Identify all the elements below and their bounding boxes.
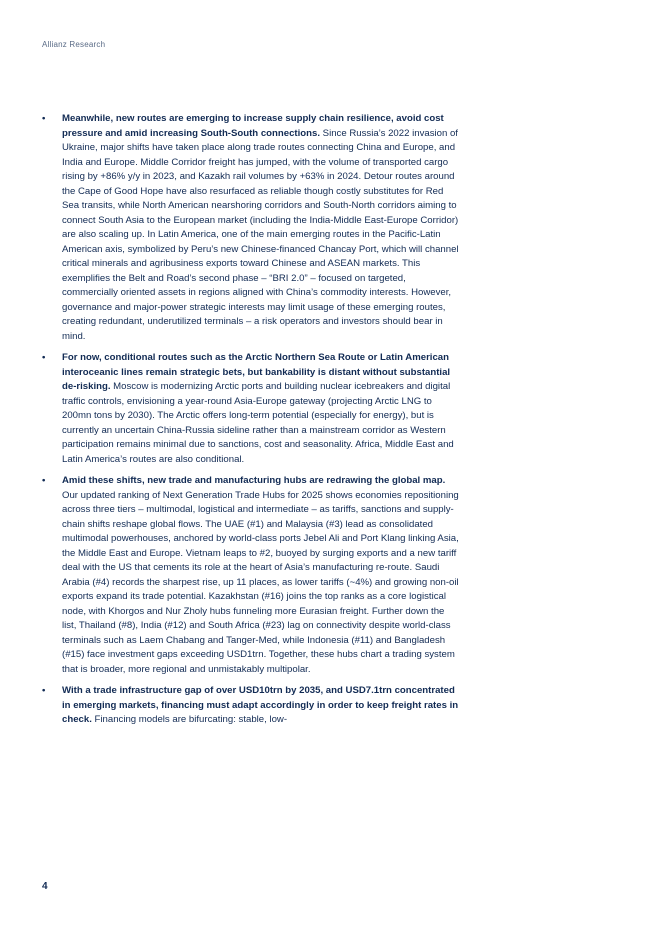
bullet-lead-text: Amid these shifts, new trade and manufacturing hubs are redrawing the global map. [62,475,446,486]
bullet-body-text: Moscow is modernizing Arctic ports and building nuclear icebreakers and digital traffic controls, envisioning a year-round Asia-Europe gateway (projecting Arctic LNG to 200mn tons by 2030). The Arctic offers long-term potential (especially for energy), but is currently an uncertain China-Russia sideline rather than a mainstream corridor as Western participation remains minimal due to sanctions, cost and seasonality. Africa, Middle East and Latin America’s routes are also conditional. [62,381,454,465]
bullet-body-text: Since Russia’s 2022 invasion of Ukraine, major shifts have taken place along trade routes connecting China and Europe, and India and Europe. Middle Corridor freight has jumped, with the volume of transported cargo rising by +86% y/y in 2023, and Kazakh rail volumes by +63% in 2024. Detour routes around the Cape of Good Hope have also resurfaced as reliable though costly substitutes for Red Sea transits, while North American nearshoring corridors and South-North corridors aiming to connect South Asia to the European market (including the India-Middle East-Europe Corridor) are also scaling up. In Latin America, one of the main emerging routes in the Pacific-Latin American axis, symbolized by Peru’s new Chinese-financed Chancay Port, which will channel critical minerals and agribusiness exports toward Chinese and ASEAN markets. This exemplifies the Belt and Road’s second phase – “BRI 2.0” – focused on targeted, commercially oriented assets in regions aligned with China’s commodity interests. However, governance and major-power strategic interests may limit usage of these emerging routes, creating redundant, underutilized terminals – a risk operators and investors should bear in mind. [62,127,459,342]
bullet-marker: • [42,352,46,363]
bullet-item-conditional-routes [42,351,460,467]
bullet-marker: • [42,685,46,696]
bullet-lead-text: Meanwhile, new routes are emerging to increase supply chain resilience, avoid cost pressure and amid increasing South-South connections. [62,113,444,139]
running-header: Allianz Research [42,40,106,49]
bullet-lead-text: With a trade infrastructure gap of over USD10trn by 2035, and USD7.1trn concentrated in emerging markets, financing must adapt accordingly in order to keep freight rates in check. [62,685,459,725]
bullet-body-text: Our updated ranking of Next Generation Trade Hubs for 2025 shows economies repositioning across three tiers – multimodal, logistical and intermediate – as tariffs, sanctions and supply-chain shifts reshape global flows. The UAE (#1) and Malaysia (#3) lead as consolidated multimodal powerhouses, anchored by world-class ports Jebel Ali and Port Klang linking Asia, the Middle East and Europe. Vietnam leaps to #2, buoyed by surging exports and a new tariff deal with the US that cements its role at the heart of Asia’s manufacturing re-route. Saudi Arabia (#4) records the sharpest rise, up 11 places, as lower tariffs (~4%) and growing non-oil exports expand its trade potential. Kazakhstan (#16) joins the top ranks as a core logistical node, with Khorgos and Nur Zholy hubs funneling more Eurasian freight. Further down the list, Thailand (#8), India (#12) and South Africa (#23) lag on connectivity despite world-class terminals such as Laem Chabang and Tanger-Med, while Indonesia (#11) and Bangladesh (#15) face investment gaps exceeding USD1trn. Together, these hubs chart a trading system that is broader, more regional and unmistakably multipolar. [62,489,459,675]
bullet-item-trade-hubs [42,474,460,677]
bullet-item-new-routes [42,112,460,344]
bullet-item-financing [42,684,460,728]
bullet-body-text: Financing models are bifurcating: stable, low- [91,714,288,725]
bullet-list [42,112,460,735]
bullet-lead-text: For now, conditional routes such as the Arctic Northern Sea Route or Latin American interoceanic lines remain strategic bets, but bankability is distant without substantial de-risking. [62,352,451,392]
bullet-marker: • [42,113,46,124]
page-number: 4 [42,881,48,892]
bullet-marker: • [42,475,46,486]
